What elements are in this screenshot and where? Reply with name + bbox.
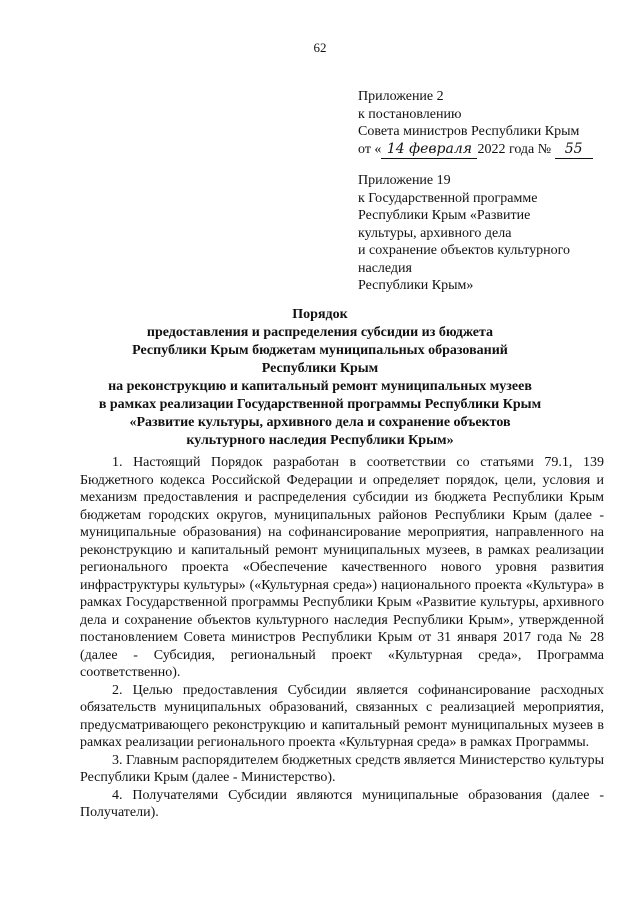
annex-program-line: наследия	[358, 260, 412, 276]
annex-resolution-block	[358, 88, 618, 159]
annex-program-line: культуры, архивного дела	[358, 225, 512, 241]
paragraph-3: 3. Главным распорядителем бюджетных средств является Министерство культуры Республики Крым (далее - Министерство).	[80, 752, 604, 785]
date-prefix: от «	[358, 141, 382, 157]
annex-resolution-line: Совета министров Республики Крым	[358, 124, 580, 139]
title-line: Республики Крым бюджетам муниципальных образований	[132, 343, 508, 358]
title-line: в рамках реализации Государственной программы Республики Крым	[98, 397, 542, 412]
title-line: предоставления и распределения субсидии из бюджета	[146, 325, 494, 340]
annex-program-block	[358, 172, 618, 295]
paragraph-4: 4. Получателями Субсидии являются муниципальные образования (далее - Получатели).	[80, 787, 604, 820]
annex-program-line: Республики Крым «Развитие	[358, 208, 531, 223]
date-suffix: 2022 года №	[477, 141, 552, 157]
handwritten-number: 55	[555, 141, 593, 160]
title-line: «Развитие культуры, архивного дела и сохранение объектов	[129, 415, 511, 430]
annex-program-line: и сохранение объектов культурного	[358, 243, 571, 258]
document-body	[80, 454, 604, 822]
annex-program-line: Республики Крым»	[358, 278, 474, 293]
paragraph-2: 2. Целью предоставления Субсидии является софинансирование расходных обязательств муниципальных образований, связанных с реализацией мероприятия, предусматривающего реконструкцию и капитальный ремонт муниципальных музеев в рамках реализации регионального проекта «Культурная среда» в рамках Программы.	[80, 682, 604, 750]
title-line: Порядок	[292, 307, 348, 322]
handwritten-date: 14 февраля	[381, 141, 477, 160]
paragraph-1: 1. Настоящий Порядок разработан в соответствии со статьями 79.1, 139 Бюджетного кодекса Российской Федерации и определяет порядок, цели, условия и механизм предоставления и распределения субсидии из бюджета Республики Крым бюджетам городских округов, муниципальных районов Республики Крым (далее - муниципальные образования) на софинансирование мероприятия, направленного на реконструкцию и капитальный ремонт муниципальных музеев, в рамках реализации регионального проекта «Обеспечение качественного нового уровня развития инфраструктуры культуры» («Культурная среда») национального проекта «Культура» в рамках Государственной программы Республики Крым «Развитие культуры, архивного дела и сохранение объектов культурного наследия Республики Крым», утвержденной постановлением Совета министров Республики Крым от 31 января 2017 года № 28 (далее - Субсидия, региональный проект «Культурная среда», Программа соответственно).	[80, 455, 604, 680]
title-line: культурного наследия Республики Крым»	[186, 433, 454, 448]
annex-program-line: Приложение 19	[358, 173, 451, 188]
annex-resolution-date-line	[358, 141, 618, 160]
document-title	[60, 306, 580, 450]
annex-resolution-line: к постановлению	[358, 106, 462, 122]
annex-program-line: к Государственной программе	[358, 190, 538, 206]
annex-resolution-line: Приложение 2	[358, 89, 444, 104]
page-number: 62	[313, 40, 327, 55]
title-line: на реконструкцию и капитальный ремонт муниципальных музеев	[108, 379, 532, 394]
title-line: Республики Крым	[261, 361, 379, 376]
